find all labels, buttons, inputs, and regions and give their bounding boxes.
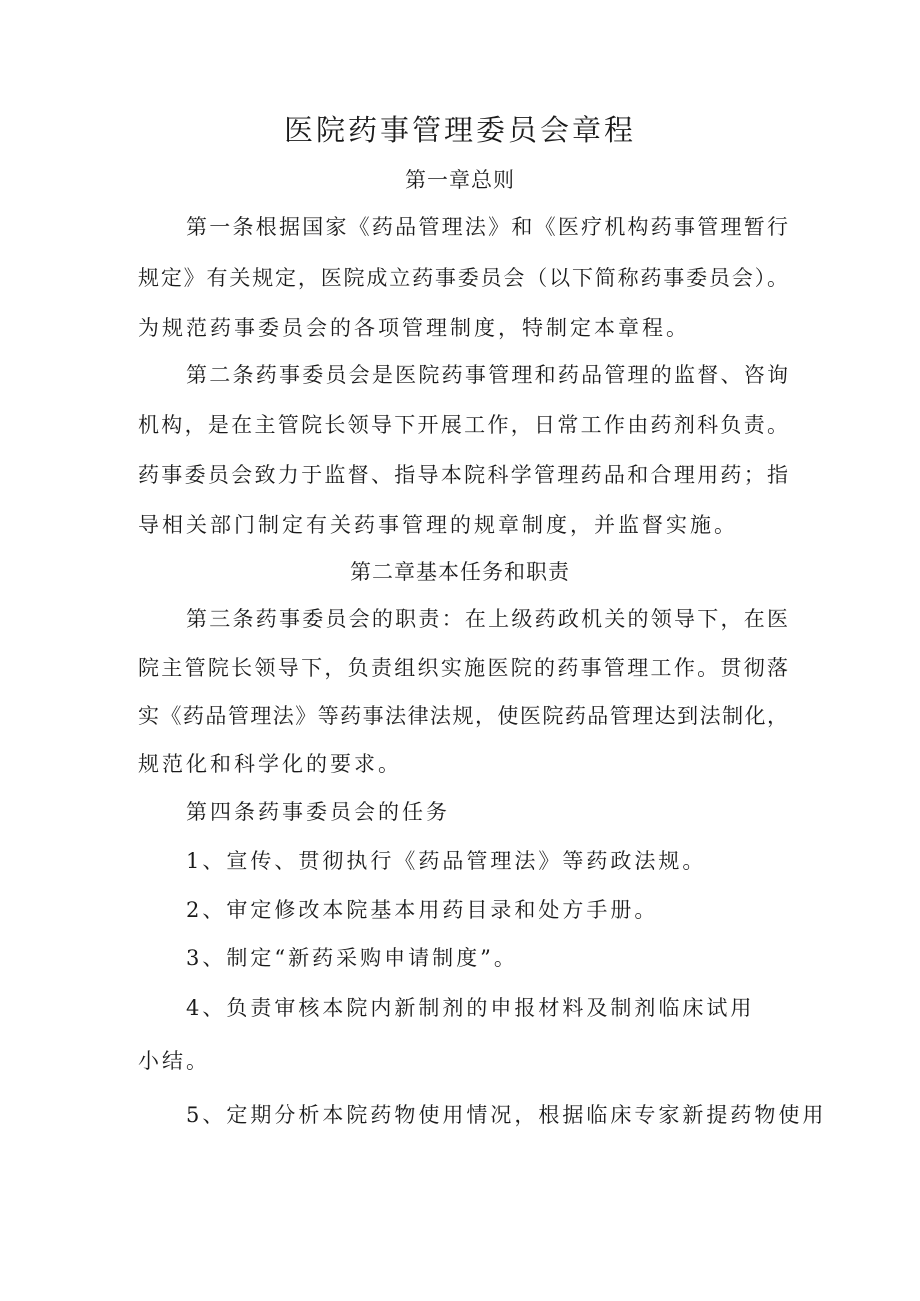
- article-2-line-1: 第二条药事委员会是医院药事管理和药品管理的监督、咨询: [186, 363, 788, 387]
- article-2-line-4: 导相关部门制定有关药事管理的规章制度，并监督实施。: [138, 513, 738, 537]
- article-3-line-4: 规范化和科学化的要求。: [138, 752, 402, 776]
- article-1-line-3: 为规范药事委员会的各项管理制度，特制定本章程。: [138, 316, 690, 340]
- article-1-line-2: 规定》有关规定，医院成立药事委员会（以下简称药事委员会）。: [138, 266, 788, 290]
- article-3-line-3: 实《药品管理法》等药事法律法规，使医院药品管理达到法制化，: [138, 704, 788, 728]
- article-4-item-4-line-1: 4、负责审核本院内新制剂的申报材料及制剂临床试用: [186, 996, 755, 1020]
- article-1-line-1: 第一条根据国家《药品管理法》和《医疗机构药事管理暂行: [186, 215, 788, 239]
- article-2-line-3: 药事委员会致力于监督、指导本院科学管理药品和合理用药；指: [138, 463, 788, 487]
- article-4-item-1: 1、宣传、贯彻执行《药品管理法》等药政法规。: [186, 849, 707, 873]
- article-4-item-3: 3、制定“新药采购申请制度”。: [186, 946, 518, 970]
- chapter-1-heading: 第一章总则: [405, 168, 515, 192]
- article-4-item-2: 2、审定修改本院基本用药目录和处方手册。: [186, 898, 659, 922]
- chapter-2-heading: 第二章基本任务和职责: [350, 560, 570, 584]
- article-4-heading: 第四条药事委员会的任务: [186, 800, 450, 824]
- article-4-item-4-line-2: 小结。: [138, 1049, 210, 1073]
- document-title: 医院药事管理委员会章程: [283, 113, 636, 147]
- article-3-line-1: 第三条药事委员会的职责：在上级药政机关的领导下，在医: [186, 607, 788, 631]
- article-2-line-2: 机构，是在主管院长领导下开展工作，日常工作由药剂科负责。: [138, 413, 788, 437]
- article-3-line-2: 院主管院长领导下，负责组织实施医院的药事管理工作。贯彻落: [138, 656, 788, 680]
- article-4-item-5-line-1: 5、定期分析本院药物使用情况，根据临床专家新提药物使用: [186, 1103, 827, 1127]
